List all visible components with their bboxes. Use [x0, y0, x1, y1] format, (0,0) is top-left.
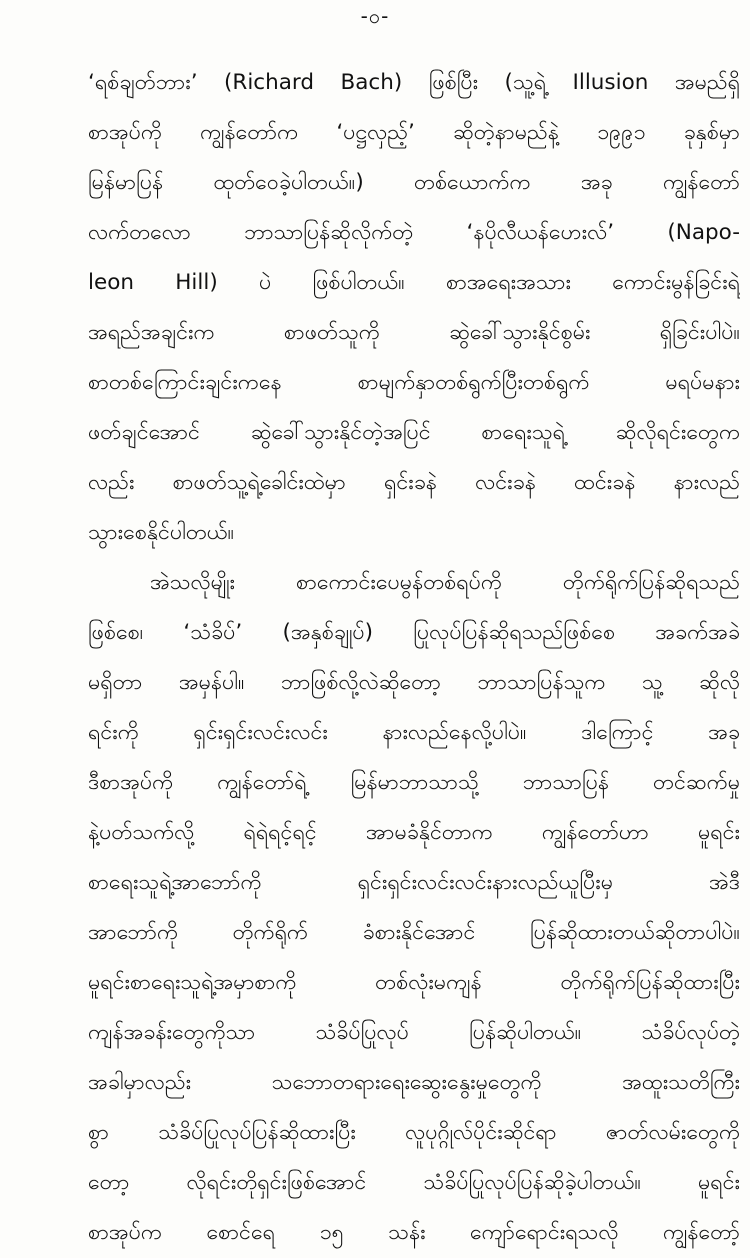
text-line: ‘ရစ်ချတ်ဘား’ (Richard Bach) ဖြစ်ပြီး (သူ့ရဲ့ Illusion အမည်ရှိ — [88, 70, 740, 95]
text-line: တော့ လိုရင်းတိုရှင်းဖြစ်အောင် သံခိပ်ပြုလုပ်ပြန်ဆိုခဲ့ပါတယ်။ မူရင်း — [88, 1170, 740, 1195]
text-line: မရှိတာ အမှန်ပါ။ ဘာဖြစ်လို့လဲဆိုတော့ ဘာသာပြန်သူက သူ့ ဆိုလို — [88, 670, 740, 695]
text-line: မူရင်းစာရေးသူရဲ့အမှာစာကို တစ်လုံးမကျန် တိုက်ရိုက်ပြန်ဆိုထားပြီး — [88, 970, 740, 995]
text-line: လည်း စာဖတ်သူ့ရဲ့ခေါင်းထဲမှာ ရှင်းခနဲ လင်းခနဲ ထင်းခနဲ နားလည် — [88, 470, 740, 495]
text-line: ရင်းကို ရှင်းရှင်းလင်းလင်း နားလည်နေလို့ပါပဲ။ ဒါကြောင့် အခု — [88, 720, 740, 745]
text-line: စာအုပ်က စောင်ရေ ၁၅ သန်း ကျော်ရောင်းရသလို ကျွန်တော့် — [88, 1220, 740, 1245]
text-line: စွာ သံခိပ်ပြုလုပ်ပြန်ဆိုထားပြီး လူပုဂ္ဂိုလ်ပိုင်းဆိုင်ရာ ဇာတ်လမ်းတွေကို — [88, 1120, 740, 1145]
text-line: မြန်မာပြန် ထုတ်ဝေခဲ့ပါတယ်။) တစ်ယောက်က အခု ကျွန်တော် — [88, 170, 740, 195]
text-line: ဖြစ်စေ၊ ‘သံခိပ်’ (အနှစ်ချုပ်) ပြုလုပ်ပြန်ဆိုရသည်ဖြစ်စေ အခက်အခဲ — [88, 620, 740, 645]
text-line: စာရေးသူရဲ့အာဘော်ကို ရှင်းရှင်းလင်းလင်းနားလည်ယူပြီးမှ အဲဒီ — [88, 870, 740, 895]
text-line: leon Hill) ပဲ ဖြစ်ပါတယ်။ စာအရေးအသား ကောင်းမွန်ခြင်းရဲ့ — [88, 270, 740, 295]
text-line: စာတစ်ကြောင်းချင်းကနေ စာမျက်နှာတစ်ရွက်ပြီးတစ်ရွက် မရပ်မနား — [88, 370, 740, 395]
text-line: အခါမှာလည်း သဘောတရားရေးဆွေးနွေးမှုတွေကို အထူးသတိကြီး — [88, 1070, 740, 1095]
text-line: ဒီစာအုပ်ကို ကျွန်တော်ရဲ့ မြန်မာဘာသာသို့ ဘာသာပြန် တင်ဆက်မှု — [88, 770, 740, 795]
text-line: စာအုပ်ကို ကျွန်တော်က ‘ပဋ္ဌလှည့်’ ဆိုတဲ့နာမည်နဲ့ ၁၉၉၁ ခုနှစ်မှာ — [88, 120, 740, 145]
text-line: အဲသလိုမျိုး စာကောင်းပေမွန်တစ်ရပ်ကို တိုက်ရိုက်ပြန်ဆိုရသည် — [150, 570, 740, 595]
text-line: အာဘော်ကို တိုက်ရိုက် ခံစားနိုင်အောင် ပြန်ဆိုထားတယ်ဆိုတာပါပဲ။ — [88, 920, 740, 945]
text-line: သွားစေနိုင်ပါတယ်။ — [88, 520, 235, 545]
body-text — [88, 58, 740, 1258]
text-line: လက်တလော ဘာသာပြန်ဆိုလိုက်တဲ့ ‘နပိုလီယန်ဟေးလ်’ (Napo- — [88, 220, 740, 245]
text-line: အရည်အချင်းက စာဖတ်သူကို ဆွဲခေါ်သွားနိုင်စွမ်း ရှိခြင်းပါပဲ။ — [88, 320, 740, 345]
text-line: ဖတ်ချင်အောင် ဆွဲခေါ်သွားနိုင်တဲ့အပြင် စာရေးသူရဲ့ ဆိုလိုရင်းတွေက — [88, 420, 740, 445]
page-number: -၀- — [360, 4, 390, 28]
text-line: ကျန်အခန်းတွေကိုသာ သံခိပ်ပြုလုပ် ပြန်ဆိုပါတယ်။ သံခိပ်လုပ်တဲ့ — [88, 1020, 740, 1045]
text-line: နဲ့ပတ်သက်လို့ ရဲရဲရင့်ရင့် အာမခံနိုင်တာက ကျွန်တော်ဟာ မူရင်း — [88, 820, 740, 845]
